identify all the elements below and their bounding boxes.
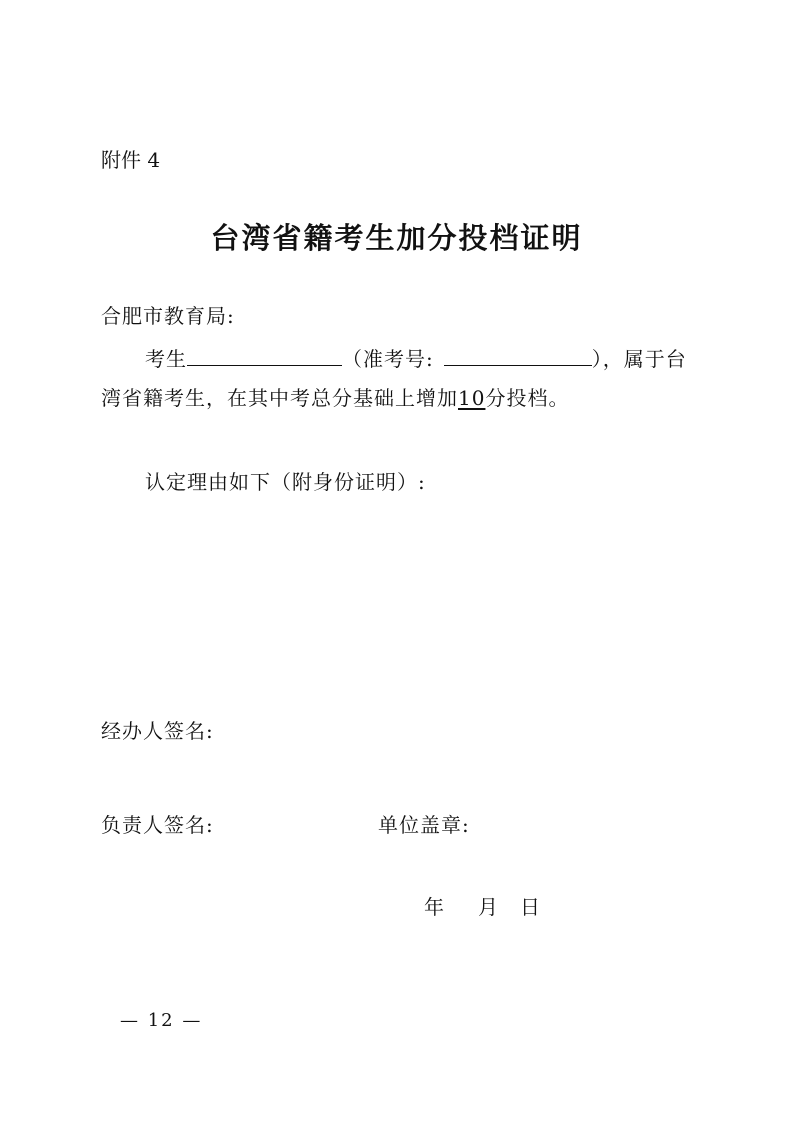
- paragraph-line-2-prefix: 湾省籍考生，在其中考总分基础上增加: [101, 386, 458, 410]
- handler-signature-label: 经办人签名:: [101, 719, 214, 743]
- paragraph-line-2-suffix: 分投档。: [485, 386, 570, 410]
- date-month: 月: [478, 895, 499, 919]
- responsible-signature-label: 负责人签名:: [101, 813, 214, 837]
- paragraph-line-1-suffix: ），属于台: [591, 347, 687, 371]
- unit-seal-label: 单位盖章:: [378, 813, 470, 837]
- exam-number-blank: [444, 345, 592, 366]
- attachment-label: 附件 4: [101, 148, 161, 172]
- student-name-blank: [187, 345, 342, 366]
- recipient-line: 合肥市教育局:: [101, 304, 235, 328]
- reason-line: 认定理由如下（附身份证明）:: [145, 470, 426, 494]
- page-title: 台湾省籍考生加分投档证明: [210, 221, 583, 255]
- exam-number-label: （准考号:: [342, 347, 434, 371]
- student-label: 考生: [145, 347, 187, 371]
- page-number: — 12 —: [120, 1010, 203, 1031]
- bonus-points-value: 10: [458, 386, 486, 410]
- paragraph-line-2: [101, 386, 569, 410]
- date-year: 年: [424, 895, 445, 919]
- date-day: 日: [520, 895, 541, 919]
- paragraph-line-1: [145, 345, 687, 371]
